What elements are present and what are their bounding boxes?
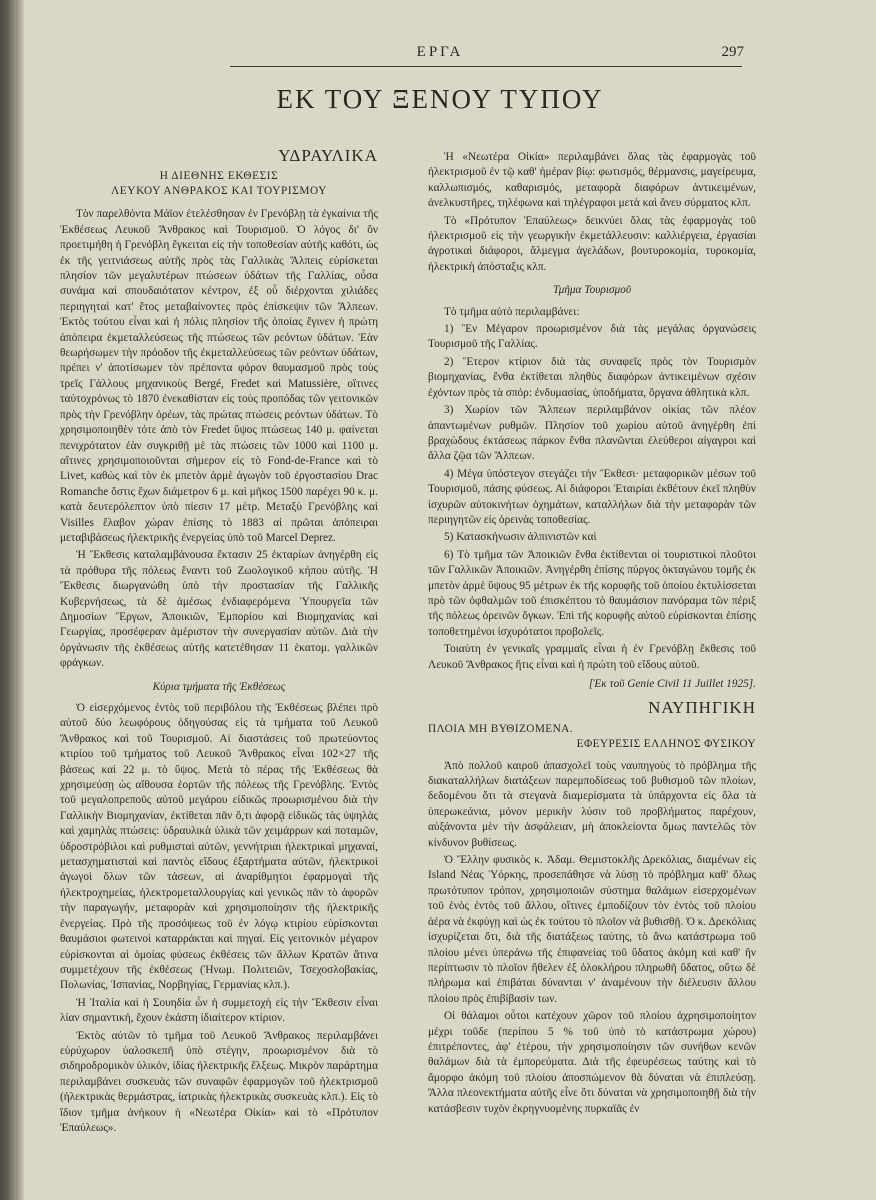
subheading-main-sections: Κύρια τμήματα τῆς Ἐκθέσεως: [152, 680, 286, 693]
section-heading-shipbuilding: ΝΑΥΠΗΓΙΚΗ: [648, 698, 756, 718]
article-title-unsinkable-ships: ΠΛΟΙΑ ΜΗ ΒΥΘΙΖΟΜΕΝΑ.: [428, 722, 573, 735]
book-binding: [0, 0, 16, 1200]
list-item: 4) Μέγα ὑπόστεγον στεγάζει τὴν Ἔκθεσι· μεταφορικῶν μέσων τοῦ Τουρισμοῦ, πάσης φύσεως. Αἱ διάφοροι Ἑταιρίαι ἐκθέτουν ἐκεῖ πληθὺν ἰσχυρῶν αὐτοκινήτων ὀχημάτων, καταλλήλων διὰ τὴν μεταφορὰν τῶν περιηγητῶν εἰς ὀρεινὰς τοποθεσίας.: [428, 467, 756, 526]
list-item: 6) Τὸ τμῆμα τῶν Ἀποικιῶν ἔνθα ἐκτίθενται οἱ τουριστικοὶ πλοῦτοι τῶν Γαλλικῶν Ἀποικιῶν. Ἀνηγέρθη ἐπίσης πύργος ὀκταγώνου τομῆς ἐκ μπετὸν ἀρμὲ ὕψους 95 μέτρων ἐκ τῆς κορυφῆς τοῦ ὁποίου ἐκτυλίσσεται πρὸ τῶν ὀφθαλμῶν τοῦ ἐπισκέπτου τὸ θαυμάσιον πανόραμα τῶν πέριξ τῆς πόλεως ὀρεινῶν ὄγκων. Ἐπὶ τῆς κορυφῆς αὐτοῦ εὑρίσκονται ἐπίσης τοποθετημένοι ἰσχυρότατοι προβολεῖς.: [428, 548, 756, 638]
paragraph: Ἡ «Νεωτέρα Οἰκία» περιλαμβάνει ὅλας τὰς ἐφαρμογὰς τοῦ ἠλεκτρισμοῦ ἐν τῷ καθ' ἡμέραν βίῳ: φωτισμός, θέρμανσις, μαγείρευμα, καλλωπισμός, καθαρισμός, μεταφορὰ διαφόρων ἀντικειμένων, ἀνελκυστῆρες, τηλέφωνα καὶ τηλέγραφοι μετὰ καὶ ἄνευ σύρματος κλπ.: [428, 151, 756, 210]
page-title: ΕΚ ΤΟΥ ΞΕΝΟΥ ΤΥΠΟΥ: [276, 84, 604, 114]
page-number: 297: [721, 44, 744, 60]
list-item: 3) Χωρίον τῶν Ἄλπεων περιλαμβάνον οἰκίας τῶν πλέον ἀπαντωμένων ρυθμῶν. Πλησίον τοῦ χωρίου αὐτοῦ ἀνηγέρθη ἐπὶ βραχώδους ἐκτάσεως πάρκον ἔνθα πλανῶνται ἐλεύθεροι αἰγαγροι καὶ ἄλλα ζῷα τῶν Ἄλπεων.: [428, 404, 756, 463]
paragraph: Τὸ «Πρότυπον Ἐπαύλεως» δεικνύει ὅλας τὰς ἐφαρμογὰς τοῦ ἠλεκτρισμοῦ εἰς τὴν γεωργικὴν ἐκμετάλλευσιν: καλλιέργεια, ἐργασίαι ἀγροτικαὶ διάφοροι, ἄλμεγμα ἀγελάδων, βουτυροκομία, τυροκομία, ἠλεκτρικὴ ἀπόσταξις κλπ.: [428, 214, 756, 273]
paragraph: Ἐκτὸς αὐτῶν τὸ τμῆμα τοῦ Λευκοῦ Ἄνθρακος περιλαμβάνει εὐρύχωρον ὑαλοσκεπῆ ὑπὸ στέγην, προωρισμένον διὰ τὸ σιδηροδρομικὸν ὑλικόν, ἰδίας ἠλεκτρικῆς ἕλξεως. Μικρὸν παράρτημα περιλαμβάνει συσκευὰς τῶν συναφῶν ἐφαρμογῶν τοῦ ἠλεκτρισμοῦ (ἠλεκτρικὰς θερμάστρας, ἰατρικὰς ἠλεκτρικὰς συσκευὰς κλπ.). Εἰς τὸ ἴδιον τμῆμα ἀνήκουν ἡ «Νεωτέρα Οἰκία» καὶ τὸ «Πρότυπον Ἐπαύλεως».: [60, 1029, 378, 1134]
left-column: [60, 148, 378, 1138]
source-citation: [Ἐκ τοῦ Genie Civil 11 Juillet 1925].: [588, 678, 756, 690]
paragraph: Ἡ Ἰταλία καὶ ἡ Σουηδία ὧν ἡ συμμετοχὴ εἰς τὴν Ἔκθεσιν εἶναι λίαν σημαντική, ἔχουν ἑκάστη ἰδιαίτερον κτίριον.: [60, 996, 378, 1025]
running-title: ΕΡΓΑ: [416, 44, 464, 60]
paragraph: Ἀπὸ πολλοῦ καιροῦ ἀπασχολεῖ τοὺς ναυπηγοὺς τὸ πρόβλημα τῆς διακαταλλήλων διατάξεων παρεμποδίσεως τοῦ βυθισμοῦ τῶν πλοίων, δεδομένου ὅτι τὰ στεγανὰ διαμερίσματα τὰ ὑπάρχοντα εἰς ὅλα τὰ ὑπερωκεάνια, μόνον μερικὴν λύσιν τοῦ προβλήματος παρέχουν, αὐξάνοντα μὲν τὴν ἀσφάλειαν, μὴ ἀποκλείοντα ὅμως παντελῶς τὸν κίνδυνον βυθίσεως.: [428, 759, 756, 849]
right-column: [428, 150, 756, 1119]
subheading-tourism-section: Τμῆμα Τουρισμοῦ: [552, 284, 632, 297]
paragraph: Οἱ θάλαμοι οὗτοι κατέχουν χῶρον τοῦ πλοίου ἀχρησιμοποίητον μέχρι τοῦδε (περίπου 5 % τοῦ ὑπὸ τὸ κατάστρωμα χώρου) ἐπιτρέποντες, ἀφ' ἑτέρου, τὴν χρησιμοποίησιν τῶν συνήθων κενῶν θαλάμων διὰ τὰ ἐμπορεύματα. Διὰ τῆς ἐφευρέσεως ταύτης καὶ τὸ ἄμορφο ἀκόμη τοῦ πλοίου ἀποσπώμενον θὰ δύναται νὰ ἐπιπλεύσῃ. Ἄλλα πλεονεκτήματα αὐτῆς εἶνε ὅτι δύναται νὰ χρησιμοποιηθῇ διὰ τὴν κατάσβεσιν τυχὸν ἐκρηγνυομένης πυρκαϊᾶς ἐν: [428, 1010, 756, 1115]
article-subtitle-invention: ΕΦΕΥΡΕΣΙΣ ΕΛΛΗΝΟΣ ΦΥΣΙΚΟΥ: [576, 738, 756, 751]
running-head: [230, 44, 750, 64]
paragraph: Τοιαύτη ἐν γενικαῖς γραμμαῖς εἶναι ἡ ἐν Γρενόβλῃ ἔκθεσις τοῦ Λευκοῦ Ἄνθρακος ἥτις εἶναι καὶ ἡ πρώτη τοῦ εἴδους αὐτοῦ.: [428, 643, 756, 671]
list-item: 5) Κατασκήνωσιν ἀλπινιστῶν καὶ: [444, 531, 597, 544]
page-gutter: [16, 0, 24, 1200]
paragraph: Ὁ εἰσερχόμενος ἐντὸς τοῦ περιβόλου τῆς Ἐκθέσεως βλέπει πρὸ αὐτοῦ δύο λεωφόρους ὁδηγούσας εἰς τὰ τμήματα τοῦ Λευκοῦ Ἄνθρακος καὶ τοῦ Τουρισμοῦ. Αἱ διαστάσεις τοῦ πρωτεύοντος κτιρίου τοῦ τμήματος τοῦ Λευκοῦ Ἄνθρακος εἶναι 102×27 τῆς βάσεως καὶ 22 μ. τὸ ὕψος. Μετὰ τὸ πέρας τῆς Ἐκθέσεως θὰ χρησιμεύσῃ ὡς αἴθουσα ἑορτῶν τῆς πόλεως τῆς Γρενόβλης. Ἐντὸς τοῦ μεγαλοπρεποῦς αὐτοῦ μεγάρου εἰδικῶς προωρισμένου διὰ τὴν Γαλλικὴν Βιομηχανίαν, ἐκτίθεται πᾶν ὅ,τι ἀφορᾷ εἰδικῶς τὰς ὑψηλὰς καὶ χαμηλὰς πτώσεις: ὑδραυλικὰ ὑλικὰ τῶν χειμάρρων καὶ ποταμῶν, ὑδροστρόβιλοι καὶ ρυθμισταὶ αὐτῶν, γεννήτριαι ἠλεκτρικαὶ μηχαναί, μετασχηματισταὶ καὶ παντὸς εἴδους ἐξαρτήματα αὐτῶν, ἠλεκτρικοὶ ἀγωγοὶ ὅλων τῶν τάσεων, αἱ ἀναρίθμητοι ἐφαρμογαὶ τῆς ἠλεκτροχημείας, ἠλεκτρομεταλλουργίας καὶ γενικῶς πᾶν τὸ ἀφορῶν τὴν παραγωγήν, μεταφορὰν καὶ χρησιμοποίησιν τῆς ἠλεκτρικῆς ἐνεργείας. Πρὸ τῆς προσόψεως τοῦ ἐν λόγῳ κτιρίου εὑρίσκονται θαυμάσιοι φωτεινοὶ καταρράκται καὶ πηγαί. Εἰς γειτονικὸν μέγαρον εὑρίσκονται αἱ ὁμοίας φύσεως ἐκθέσεις τῶν ἄλλων Κρατῶν ἅτινα συμμετέχουν τῆς ἐκθέσεως (Ἡνωμ. Πολιτειῶν, Τσεχοσλοβακίας, Πολωνίας, Ἱσπανίας, Νορβηγίας, Γερμανίας κλπ.).: [60, 702, 378, 992]
list-item: 2) Ἕτερον κτίριον διὰ τὰς συναφεῖς πρὸς τὸν Τουρισμὸν βιομηχανίας, ἔνθα ἐκτίθεται πληθὺς διαφόρων ἀντικειμένων σχέσιν ἐχόντων πρὸς τὰ σπόρ: ἐνδυμασίας, ὑποδήματα, ὄργανα ἀθλητικὰ κλπ.: [428, 355, 756, 399]
paragraph: Ὁ Ἕλλην φυσικὸς κ. Ἀδαμ. Θεμιστοκλῆς Δρεκόλιας, διαμένων εἰς Island Νέας Ὑόρκης, προσεπάθησε νὰ λύσῃ τὸ πρόβλημα καθ' ὅλως πρωτότυπον τρόπον, χρησιμοποιῶν σύστημα θαλάμων εἰσερχομένων τοῦ ἑνὸς ἐντὸς τοῦ ἄλλου, οἵτινες ἐμποδίζουν τὸν ἐντὸς τοῦ πλοίου ἀέρα νὰ ἐκφύγῃ καὶ ὡς ἐκ τούτου τὸ πλοῖον νὰ βυθισθῇ. Ὁ κ. Δρεκόλιας ἰσχυρίζεται ὅτι, διὰ τῆς διατάξεως ταύτης, τὸ ἄνω κατάστρωμα τοῦ πλοίου μένει ὑπεράνω τῆς ἐπιφανείας τοῦ ὕδατος ἀκόμη καὶ καθ' ἣν περίπτωσιν τὸ πλοῖον ἤθελεν ἐξ ὁλοκλήρου πληρωθῆ ὕδατος, οὕτω δὲ πλήρωμα καὶ ἐπιβάται δύνανται ν' ἀναμένουν τὴν διέλευσιν ἄλλου πλοίου πρὸς ἐπιβίβασίν των.: [428, 854, 756, 1005]
paragraph: Ἡ Ἔκθεσις καταλαμβάνουσα ἔκτασιν 25 ἑκταρίων ἀνηγέρθη εἰς τὰ πρόθυρα τῆς πόλεως ἔναντι τοῦ Ζωολογικοῦ κήπου αὐτῆς. Ἡ Ἔκθεσις διωργανώθη ὑπὸ τὴν προστασίαν τῆς Γαλλικῆς Κυβερνήσεως, τὰ δὲ ἁμέσως ἐνδιαφερόμενα Ὑπουργεῖα τῶν Δημοσίων Ἔργων, Ἀποικιῶν, Ἐμπορίου καὶ Βιομηχανίας καὶ Γεωργίας, προσέφεραν ἀμέριστον τὴν συνεργασίαν αὐτῶν. Διὰ τὴν ὀργάνωσιν τῆς ἐκθέσεως αὐτῆς κατετέθησαν 11 ἑκατομ. γαλλικῶν φράγκων.: [60, 549, 378, 670]
article-title-line-2: ΛΕΥΚΟΥ ΑΝΘΡΑΚΟΣ ΚΑΙ ΤΟΥΡΙΣΜΟΥ: [111, 185, 327, 198]
list-item: 1) Ἓν Μέγαρον προωρισμένον διὰ τὰς μεγάλας ὀργανώσεις Τουρισμοῦ τῆς Γαλλίας.: [428, 323, 756, 351]
header-rule: [230, 66, 742, 67]
paragraph: Τὸν παρελθόντα Μάϊον ἐτελέσθησαν ἐν Γρενόβλῃ τὰ ἐγκαίνια τῆς Ἐκθέσεως Λευκοῦ Ἄνθρακος καὶ Τουρισμοῦ. Ὁ λόγος δι' ὃν προετιμήθη ἡ Γρενόβλη ἔγκειται εἰς τὴν τοποθεσίαν αὐτῆς καθότι, ὡς ἐκ τῆς γειτνιάσεως αὐτῆς πρὸς τὰς Γαλλικὰς Ἄλπεις εὑρίσκεται πλησίον τῶν μεγαλυτέρων πτώσεων ὑδάτων τῆς Γαλλίας, οὖσα συνάμα καὶ σπουδαιότατον κέντρον, ἐξ οὗ διέρχονται χιλιάδες περιηγηταὶ κατ' ἔτος μεταβαίνοντες πρὸς ἐπίσκεψιν τῶν Ἄλπεων. Ἐκτὸς τούτου εἶναι καὶ ἡ πόλις πλησίον τῆς ὁποίας ἔγινεν ἡ πρώτη ἀπόπειρα ἐκμεταλλεύσεως τῆς πτώσεως τῶν ρεόντων ὑδάτων. Ἐὰν θεωρήσωμεν τὴν πρόοδον τῆς ἐκμεταλλεύσεως τῶν ρεόντων ὑδάτων, πρέπει ν' ἀποτίσωμεν τὸν πρέποντα φόρον θαυμασμοῦ πρὸς τοὺς τρεῖς Γάλλους μηχανικοὺς Bergé, Fredet καὶ Matussière, οἵτινες ταὐτοχρόνως τὸ 1870 ἐνεκαθίσταν εἰς τοὺς προπόδας τῶν γειτονικῶν πρὸς τὴν Γρενόβλην ὀρέων, τὰς πρώτας πτώσεις ρεόντων ὑδάτων. Τὸ χρησιμοποιηθὲν τότε ἀπὸ τὸν Fredet ὕψος πτώσεως 140 μ. φαίνεται πενιχρότατον ἐὰν συγκριθῇ μὲ τὰς πτώσεις τῶν 1000 καὶ 1100 μ. αἵτινες χρησιμοποιοῦνται σήμερον εἰς τὸ Fond-de-France καὶ τὸ Livet, καθὼς καὶ τὸν ἐκ μπετὸν ἀρμὲ ἀγωγὸν τοῦ ἐργοστασίου Drac Romanche ὅστις ἔχων διάμετρον 6 μ. καὶ μῆκος 1500 παρέχει 90 κ. μ. κατὰ δευτερόλεπτον ὑπὸ πίεσιν 17 μέτρ. Μεταξὺ Γρενόβλης καὶ Visilles ἔλαβον χώραν ἐπίσης τὸ 1883 αἱ πρῶται ἀπόπειραι μεταβιβάσεως ἠλεκτρικῆς ἐνεργείας ὑπὸ τοῦ Marcel Deprez.: [60, 208, 378, 544]
section-heading-hydraulics: ΥΔΡΑΥΛΙΚΑ: [278, 146, 378, 165]
article-title-line-1: Η ΔΙΕΘΝΗΣ ΕΚΘΕΣΙΣ: [159, 170, 279, 183]
paragraph: Τὸ τμῆμα αὐτὸ περιλαμβάνει:: [444, 305, 580, 318]
